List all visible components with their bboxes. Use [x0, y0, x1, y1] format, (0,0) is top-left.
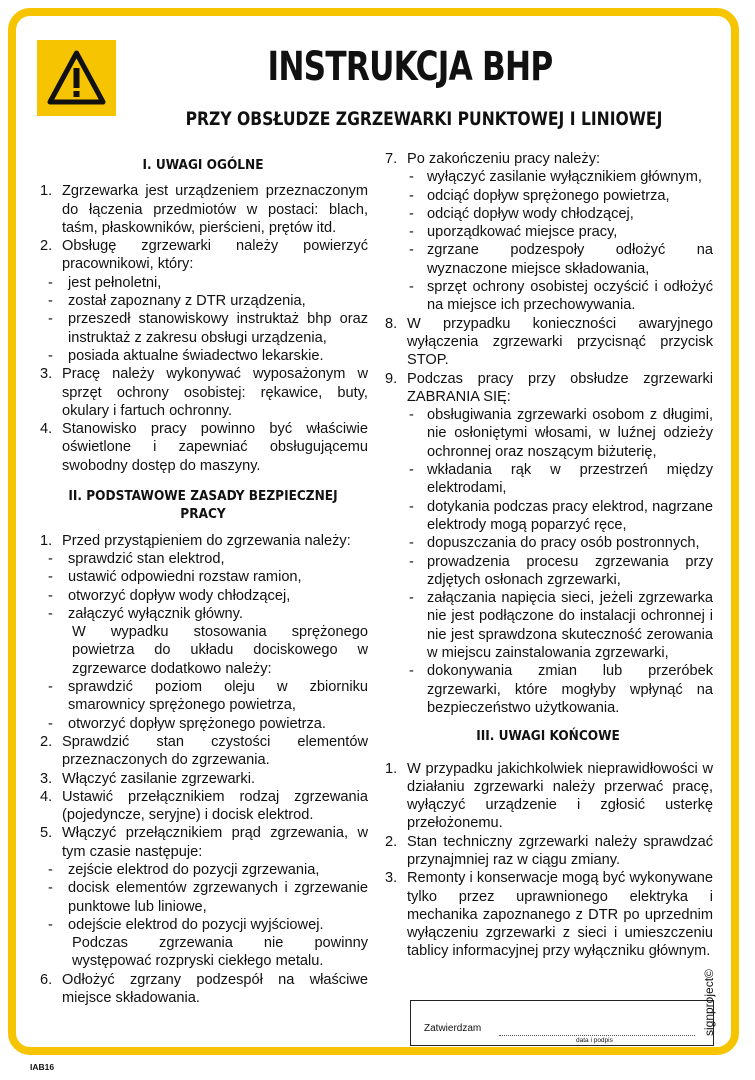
approval-sublabel: data i podpis	[576, 1037, 613, 1044]
sub-list-item: - dopuszczania do pracy osób postronnych,	[401, 534, 713, 552]
sub-list-item: - sprawdzić poziom oleju w zbiorniku smarownicy sprężonego powietrza,	[38, 678, 368, 715]
section-heading-rules: II. PODSTAWOWE ZASADY BEZPIECZNEJ PRACY	[68, 488, 338, 523]
list-item: 6. Odłożyć zgrzany podzespół na właściwe miejsce składowania.	[40, 971, 368, 1007]
list-item: 2. Stan techniczny zgrzewarki należy sprawdzać przynajmniej raz w ciągu zmiany.	[385, 833, 713, 868]
section-heading-general: I. UWAGI OGÓLNE	[142, 157, 264, 173]
sub-list-item: - obsługiwania zgrzewarki osobom z długimi, nie osłoniętymi włosami, w luźnej odzieży ochronnej oraz noszącym biżuterię,	[401, 406, 713, 461]
section-heading-final: III. UWAGI KOŃCOWE	[476, 728, 620, 745]
list-item: 4. Ustawić przełącznikiem rodzaj zgrzewania (pojedyncze, seryjne) i docisk elektrod.	[40, 788, 368, 824]
approval-label: Zatwierdzam	[424, 1023, 482, 1034]
brand-mark: signproject©	[702, 969, 716, 1036]
sub-list-item: - przeszedł stanowiskowy instruktaż bhp oraz instruktaż z zakresu obsługi urządzenia,	[38, 310, 368, 347]
sub-list-item: - został zapoznany z DTR urządzenia,	[38, 292, 368, 310]
sub-list-item: - wyłączyć zasilanie wyłącznikiem głównym,	[401, 168, 713, 186]
list-item: 1. Zgrzewarka jest urządzeniem przeznaczonym do łączenia przedmiotów w postaci: blach, taśm, płaskowników, pierścieni, prętów itd.	[40, 183, 368, 236]
sub-list-item: - zejście elektrod do pozycji zgrzewania,	[38, 861, 368, 879]
sub-list-item: - sprzęt ochrony osobistej oczyścić i odłożyć na miejsce ich przechowywania.	[401, 278, 713, 315]
list-item: 1. Przed przystąpieniem do zgrzewania należy: - sprawdzić stan elektrod, - ustawić odpowiedni rozstaw ramion, - otworzyć dopływ wody chłodzącej, - załączyć wyłącznik główny. W wypadku stosowania sprężonego powietrza do układu dociskowego w zgrzewarce dodatkowo należy: - sprawdzić poziom oleju w zbiorniku smarownicy sprężonego powietrza, - otworzyć dopływ sprężonego powietrza.	[38, 532, 368, 733]
sub-list-item: - odejście elektrod do pozycji wyjściowej.	[38, 916, 368, 934]
right-column	[383, 150, 713, 961]
warning-sign	[37, 40, 116, 116]
rules-list-continued	[383, 150, 713, 717]
note-paragraph: Podczas zgrzewania nie powinny występować rozpryski ciekłego metalu.	[72, 935, 368, 970]
sub-list-item: - posiada aktualne świadectwo lekarskie.	[38, 347, 368, 365]
sub-list-item: - odciąć dopływ wody chłodzącej,	[401, 205, 713, 223]
rules-list	[38, 532, 368, 1008]
list-item: 5. Włączyć przełącznikiem prąd zgrzewania, w tym czasie następuje: - zejście elektrod do pozycji zgrzewania, - docisk elementów zgrzewanych i zgrzewanie punktowe lub liniowe, - odejście elektrod do pozycji wyjściowej. Podczas zgrzewania nie powinny występować rozpryski ciekłego metalu.	[38, 824, 368, 970]
sub-list	[38, 550, 368, 623]
note-paragraph: W wypadku stosowania sprężonego powietrza do układu dociskowego w zgrzewarce dodatkowo należy:	[72, 624, 368, 677]
list-item: 3. Włączyć zasilanie zgrzewarki.	[40, 770, 256, 787]
general-list	[38, 182, 368, 475]
signature-line	[499, 1035, 695, 1036]
final-list	[383, 760, 713, 961]
sub-list-item: - odciąć dopływ sprężonego powietrza,	[401, 187, 713, 205]
list-item: 7. Po zakończeniu pracy należy: - wyłączyć zasilanie wyłącznikiem głównym, - odciąć dopływ sprężonego powietrza, - odciąć dopływ wody chłodzącej, - uporządkować miejsce pracy, - zgrzane podzespoły odłożyć na wyznaczone miejsce składowania, - sprzęt ochrony osobistej oczyścić i odłożyć na miejsce ich przechowywania.	[383, 150, 713, 315]
sub-list-item: - wkładania rąk w przestrzeń między elektrodami,	[401, 461, 713, 498]
sub-list-item: - załączania napięcia sieci, jeżeli zgrzewarka nie jest podłączone do instalacji ochronnej i nie jest sprawdzona skuteczność zerowania w miejscu zainstalowania zgrzewarki,	[401, 589, 713, 662]
sub-list-item: - prowadzenia procesu zgrzewania przy zdjętych osłonach zgrzewarki,	[401, 553, 713, 590]
sub-list-item: - otworzyć dopływ wody chłodzącej,	[38, 587, 368, 605]
sub-list-item: - sprawdzić stan elektrod,	[38, 550, 368, 568]
page-subtitle: PRZY OBSŁUDZE ZGRZEWARKI PUNKTOWEJ I LINIOWEJ	[185, 108, 663, 130]
sub-list-item: - dokonywania zmian lub przeróbek zgrzewarki, które mogłyby wpłynąć na bezpieczeństwo użytkowania.	[401, 662, 713, 717]
list-item: 4. Stanowisko pracy powinno być właściwie oświetlone i zapewniać obsługującemu swobodny dostęp do maszyny.	[40, 421, 368, 474]
approval-box	[410, 1000, 714, 1046]
list-item: 1. W przypadku jakichkolwiek nieprawidłowości w działaniu zgrzewarki należy przerwać pracę, wyłączyć urządzenie i zgłosić usterkę przełożonemu.	[385, 760, 713, 832]
sub-list-item: - jest pełnoletni,	[38, 274, 368, 292]
sub-list-item: - załączyć wyłącznik główny.	[38, 605, 368, 623]
sub-list-item: - ustawić odpowiedni rozstaw ramion,	[38, 568, 368, 586]
sub-list	[38, 274, 368, 365]
list-item: 3. Pracę należy wykonywać wyposażonym w sprzęt ochrony osobistej: rękawice, buty, okulary i fartuch ochronny.	[40, 366, 368, 419]
sub-list	[38, 861, 368, 934]
sub-list	[401, 168, 713, 314]
sub-list-item: - zgrzane podzespoły odłożyć na wyznaczone miejsce składowania,	[401, 241, 713, 278]
warning-triangle-icon	[46, 49, 107, 107]
left-column	[38, 150, 368, 1007]
sub-list-item: - dotykania podczas pracy elektrod, nagrzane elektrody mogą poparzyć ręce,	[401, 498, 713, 535]
page-title: INSTRUKCJA BHP	[267, 44, 553, 90]
sub-list-item: - otworzyć dopływ sprężonego powietrza.	[38, 715, 368, 733]
sub-list-item: - uporządkować miejsce pracy,	[401, 223, 713, 241]
sub-list	[38, 678, 368, 733]
product-code: IAB16	[30, 1062, 55, 1072]
list-item: 9. Podczas pracy przy obsłudze zgrzewarki ZABRANIA SIĘ: - obsługiwania zgrzewarki osobom z długimi, nie osłoniętymi włosami, w luźnej odzieży ochronnej oraz noszącym biżuterię, - wkładania rąk w przestrzeń między elektrodami, - dotykania podczas pracy elektrod, nagrzane elektrody mogą poparzyć ręce, - dopuszczania do pracy osób postronnych, - prowadzenia procesu zgrzewania przy zdjętych osłonach zgrzewarki, - załączania napięcia sieci, jeżeli zgrzewarka nie jest podłączone do instalacji ochronnej i nie jest sprawdzona skuteczność zerowania w miejscu zainstalowania zgrzewarki, - dokonywania zmian lub przeróbek zgrzewarki, które mogłyby wpłynąć na bezpieczeństwo użytkowania.	[383, 370, 713, 718]
list-item: 2. Obsługę zgrzewarki należy powierzyć pracownikowi, który: - jest pełnoletni, - został zapoznany z DTR urządzenia, - przeszedł stanowiskowy instruktaż bhp oraz instruktaż z zakresu obsługi urządzenia, - posiada aktualne świadectwo lekarskie.	[38, 237, 368, 365]
list-item: 8. W przypadku konieczności awaryjnego wyłączenia zgrzewarki przycisnąć przycisk STOP.	[385, 315, 713, 369]
list-item: 2. Sprawdzić stan czystości elementów przeznaczonych do zgrzewania.	[40, 733, 368, 769]
sub-list	[401, 406, 713, 717]
list-item: 3. Remonty i konserwacje mogą być wykonywane tylko przez uprawnionego elektryka i mechanika zapoznanego z DTR po uprzednim wyłączeniu zgrzewarki z sieci i umieszczeniu tablicy informacyjnej przy wyłączniku głównym.	[385, 870, 713, 960]
sub-list-item: - docisk elementów zgrzewanych i zgrzewanie punktowe lub liniowe,	[38, 879, 368, 916]
